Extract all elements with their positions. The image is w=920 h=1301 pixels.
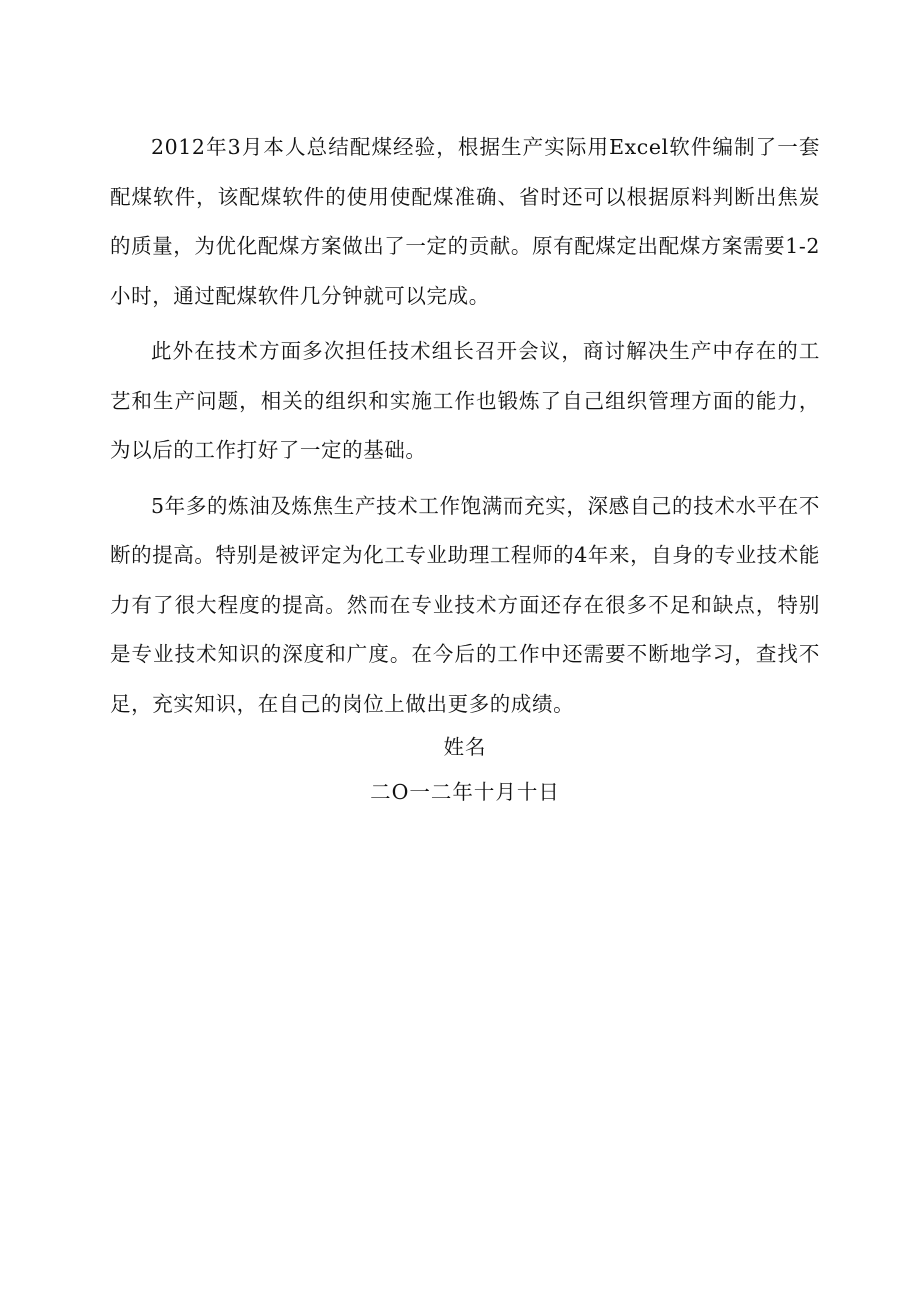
paragraph-technical-lead: 此外在技术方面多次担任技术组长召开会议，商讨解决生产中存在的工艺和生产问题，相关的组织和实施工作也锻炼了自己组织管理方面的能力，为以后的工作打好了一定的基础。	[110, 339, 820, 462]
paragraph-summary: 5年多的炼油及炼焦生产技术工作饱满而充实，深感自己的技术水平在不断的提高。特别是被评定为化工专业助理工程师的4年来，自身的专业技术能力有了很大程度的提高。然而在专业技术方面还存在很多不足和缺点，特别是专业技术知识的深度和广度。在今后的工作中还需要不断地学习，查找不足，充实知识，在自己的岗位上做出更多的成绩。	[110, 493, 820, 716]
signature-name: 姓名	[443, 735, 487, 759]
document-body	[110, 123, 820, 735]
signature-date: 二O一二年十月十日	[370, 780, 560, 804]
paragraph-software: 2012年3月本人总结配煤经验，根据生产实际用Excel软件编制了一套配煤软件，该配煤软件的使用使配煤准确、省时还可以根据原料判断出焦炭的质量，为优化配煤方案做出了一定的贡献。原有配煤定出配煤方案需要1-2小时，通过配煤软件几分钟就可以完成。	[110, 135, 821, 308]
